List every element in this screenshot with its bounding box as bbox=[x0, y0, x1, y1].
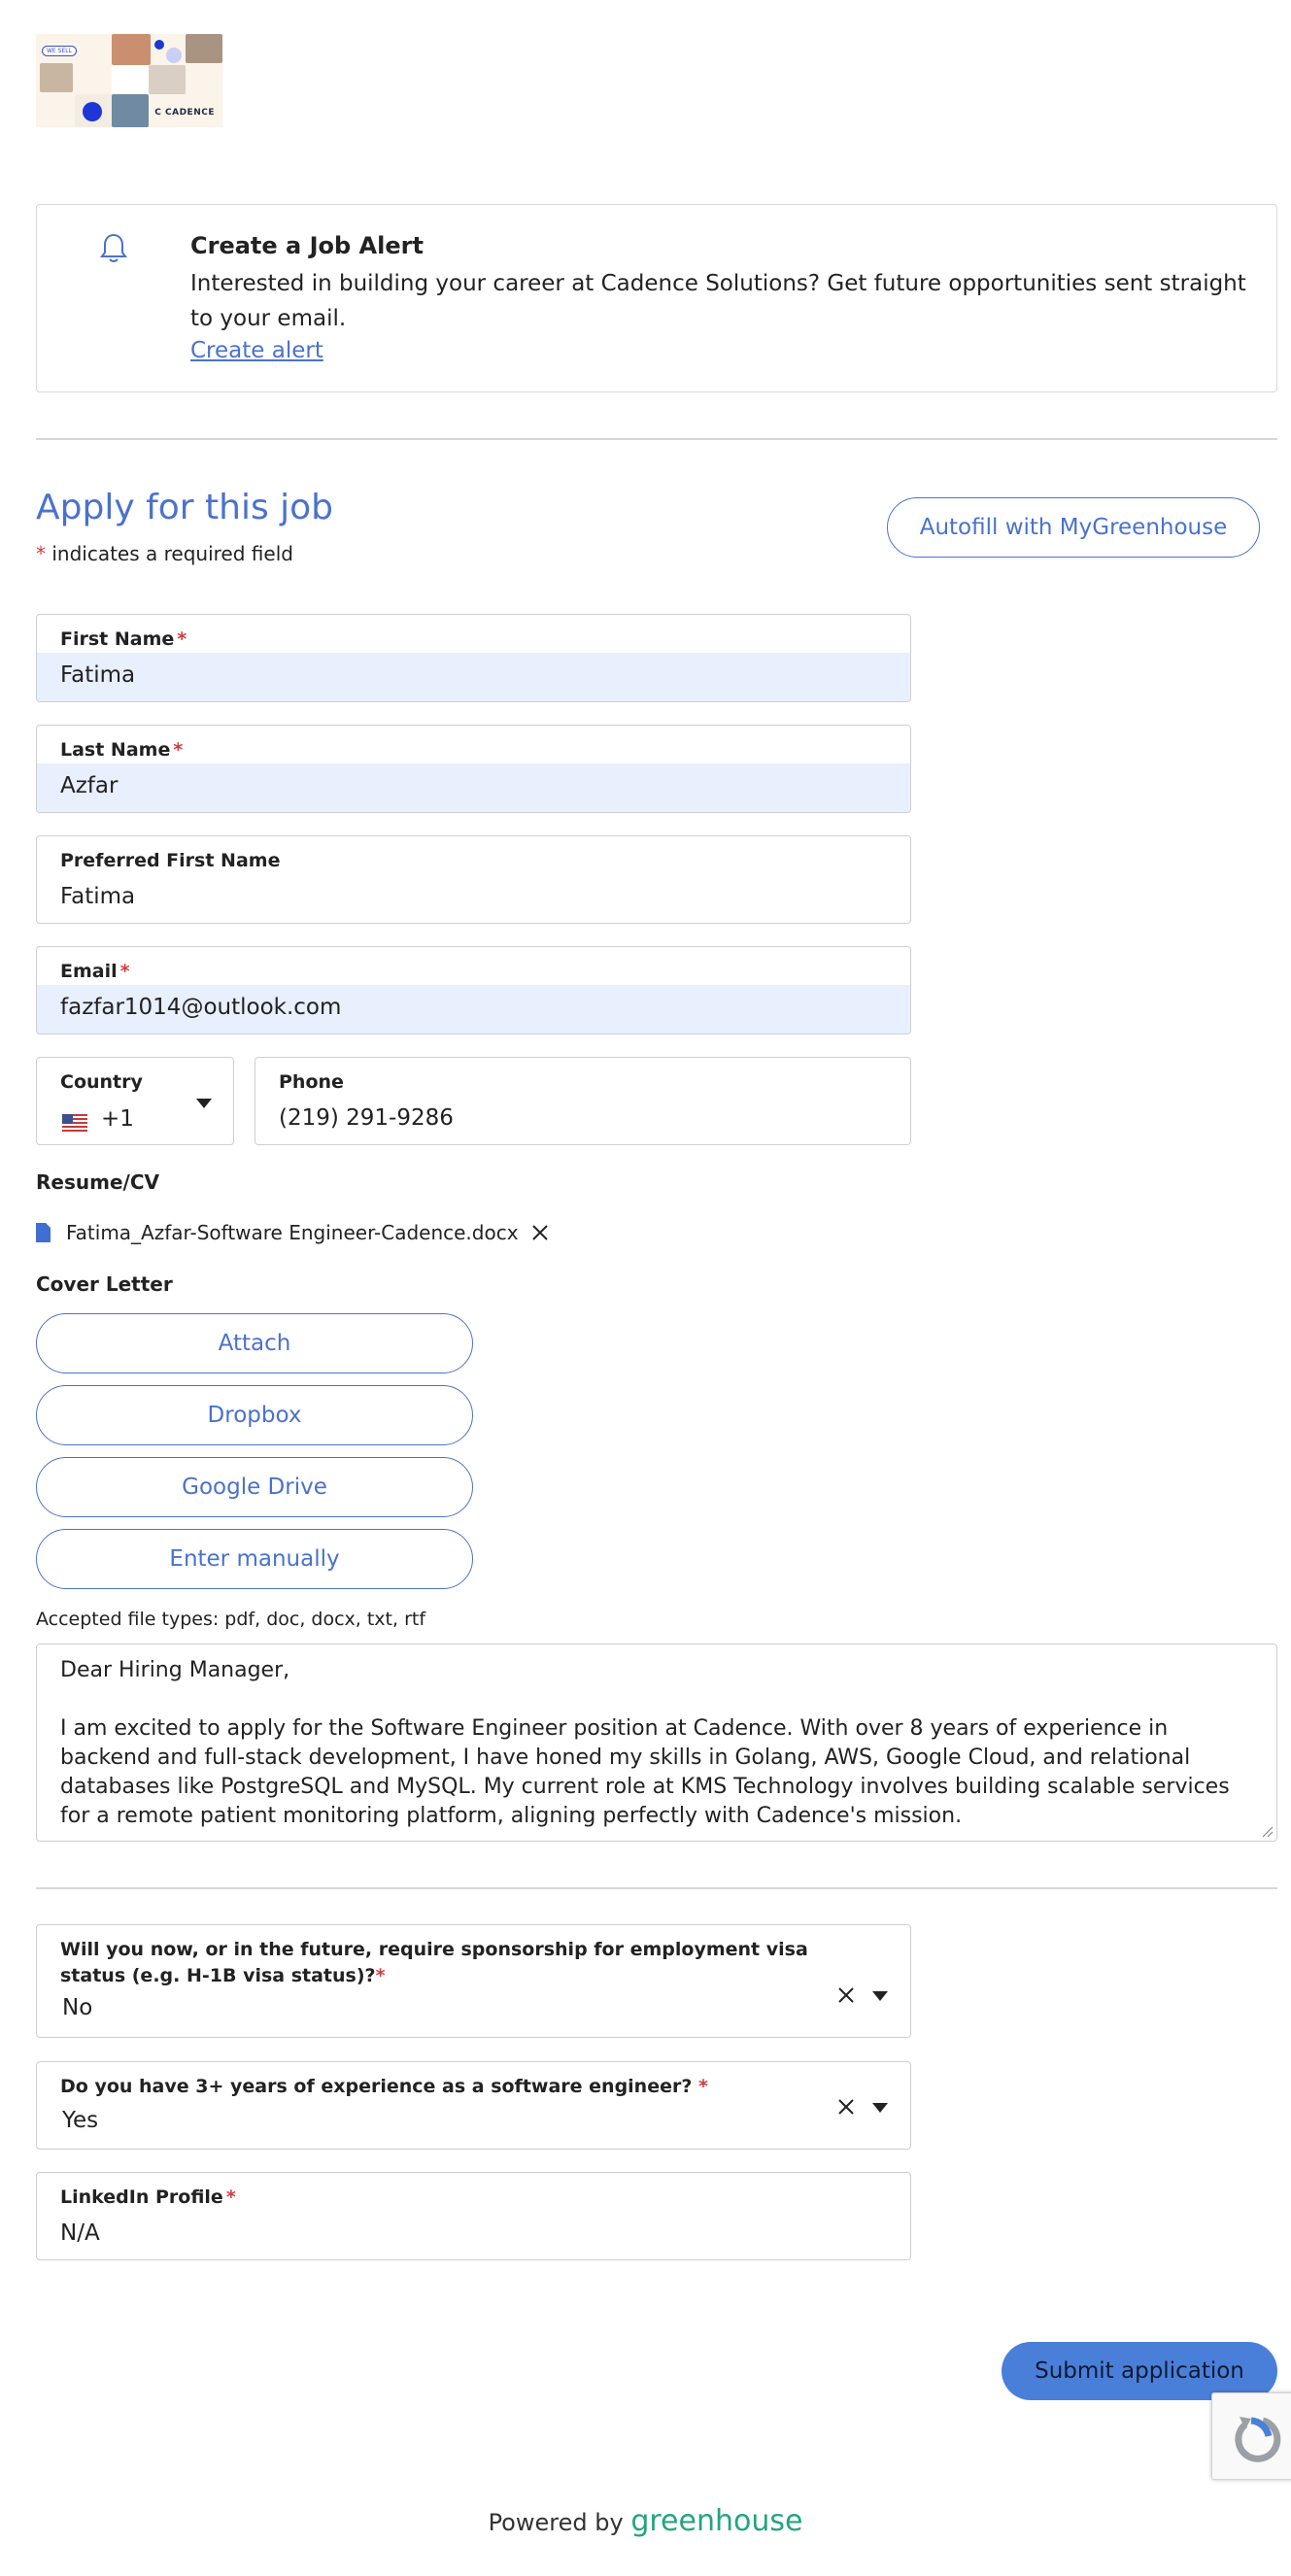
powered-by-footer bbox=[0, 2504, 1291, 2538]
linkedin-label: LinkedIn Profile * bbox=[60, 2186, 236, 2208]
logo-tag: WE SELL bbox=[42, 46, 77, 56]
preferred-first-name-label: Preferred First Name bbox=[60, 850, 281, 871]
job-alert-description: Interested in building your career at Cadence Solutions? Get future opportunities sent straight to your email. bbox=[190, 271, 1246, 331]
chevron-down-icon[interactable] bbox=[872, 1991, 888, 2001]
logo-photo-1 bbox=[40, 63, 73, 92]
attach-button[interactable]: Attach bbox=[36, 1313, 473, 1373]
remove-file-icon[interactable] bbox=[530, 1223, 550, 1242]
sponsorship-label: Will you now, or in the future, require sponsorship for employment visa status (e.g. H-1B visa status)?* bbox=[60, 1939, 808, 1986]
email-label: Email * bbox=[60, 961, 130, 982]
accepted-file-types: Accepted file types: pdf, doc, docx, txt, rtf bbox=[36, 1609, 426, 1630]
sponsorship-value: No bbox=[62, 1995, 93, 2020]
create-alert-link[interactable]: Create alert bbox=[190, 338, 323, 363]
phone-field[interactable] bbox=[255, 1057, 911, 1145]
chevron-down-icon[interactable] bbox=[196, 1099, 212, 1108]
clear-selection-icon[interactable] bbox=[836, 1985, 856, 2005]
country-code: +1 bbox=[101, 1106, 134, 1132]
email-field[interactable] bbox=[36, 946, 911, 1034]
logo-wordmark: C CADENCE bbox=[154, 108, 215, 118]
logo-photo-2 bbox=[112, 34, 151, 65]
sponsorship-select[interactable] bbox=[36, 1924, 911, 2038]
experience-select[interactable] bbox=[36, 2061, 911, 2150]
page-title: Apply for this job bbox=[36, 488, 334, 527]
first-name-field[interactable] bbox=[36, 614, 911, 702]
clear-selection-icon[interactable] bbox=[836, 2097, 856, 2117]
linkedin-input[interactable]: N/A bbox=[60, 2220, 100, 2246]
preferred-first-name-input[interactable]: Fatima bbox=[60, 884, 136, 909]
us-flag-icon bbox=[62, 1114, 87, 1132]
required-note bbox=[36, 542, 293, 565]
company-logo bbox=[36, 34, 222, 127]
chevron-down-icon[interactable] bbox=[872, 2103, 888, 2113]
linkedin-field[interactable] bbox=[36, 2172, 911, 2260]
logo-dot-1 bbox=[83, 102, 102, 121]
logo-photo-3 bbox=[186, 34, 222, 63]
required-note-text: indicates a required field bbox=[46, 542, 293, 565]
required-star: * bbox=[36, 542, 46, 565]
first-name-label: First Name * bbox=[60, 628, 187, 650]
last-name-field[interactable] bbox=[36, 725, 911, 813]
google-drive-button[interactable]: Google Drive bbox=[36, 1457, 473, 1517]
logo-photo-5 bbox=[112, 94, 149, 127]
section-divider-2 bbox=[36, 1887, 1277, 1889]
phone-input[interactable]: (219) 291-9286 bbox=[279, 1105, 454, 1131]
last-name-label: Last Name * bbox=[60, 739, 184, 761]
preferred-first-name-field[interactable] bbox=[36, 835, 911, 924]
cover-letter-label: Cover Letter bbox=[36, 1272, 173, 1296]
logo-tile-2 bbox=[112, 65, 149, 94]
email-input[interactable]: fazfar1014@outlook.com bbox=[37, 985, 910, 1034]
logo-dot-2 bbox=[154, 40, 164, 50]
experience-value: Yes bbox=[62, 2108, 99, 2133]
country-label: Country bbox=[60, 1071, 143, 1093]
recaptcha-icon bbox=[1212, 2393, 1291, 2481]
phone-label: Phone bbox=[279, 1071, 344, 1093]
recaptcha-badge[interactable] bbox=[1211, 2392, 1291, 2480]
enter-manually-button[interactable]: Enter manually bbox=[36, 1529, 473, 1589]
resize-handle-icon[interactable] bbox=[1262, 1826, 1274, 1838]
autofill-button[interactable]: Autofill with MyGreenhouse bbox=[887, 497, 1260, 558]
section-divider bbox=[36, 438, 1277, 440]
logo-dot-3 bbox=[166, 48, 182, 63]
resume-file bbox=[36, 1218, 550, 1247]
job-alert-title: Create a Job Alert bbox=[190, 232, 424, 259]
bell-icon bbox=[99, 232, 128, 265]
resume-filename: Fatima_Azfar-Software Engineer-Cadence.docx bbox=[66, 1221, 519, 1244]
cover-letter-textarea[interactable]: Dear Hiring Manager, I am excited to apply for the Software Engineer position at Cadence. With over 8 years of experience in backend and full-stack development, I have honed my skills in Golang, AWS, Google Cloud, and relational databases like PostgreSQL and MySQL. My current role at KMS Technology involves building scalable services for a remote patient monitoring platform, aligning perfectly with Cadence's mission. bbox=[36, 1644, 1277, 1842]
resume-label: Resume/CV bbox=[36, 1170, 159, 1194]
last-name-input[interactable]: Azfar bbox=[37, 763, 910, 812]
job-alert-card bbox=[36, 204, 1277, 392]
submit-application-button[interactable]: Submit application bbox=[1002, 2342, 1277, 2400]
powered-by-text: Powered by bbox=[488, 2509, 624, 2536]
document-icon bbox=[36, 1223, 51, 1242]
country-select[interactable] bbox=[36, 1057, 234, 1145]
greenhouse-logo[interactable]: greenhouse bbox=[630, 2504, 803, 2538]
logo-photo-4 bbox=[149, 65, 186, 94]
first-name-input[interactable]: Fatima bbox=[37, 653, 910, 701]
dropbox-button[interactable]: Dropbox bbox=[36, 1385, 473, 1445]
experience-label: Do you have 3+ years of experience as a software engineer? * bbox=[60, 2076, 708, 2097]
